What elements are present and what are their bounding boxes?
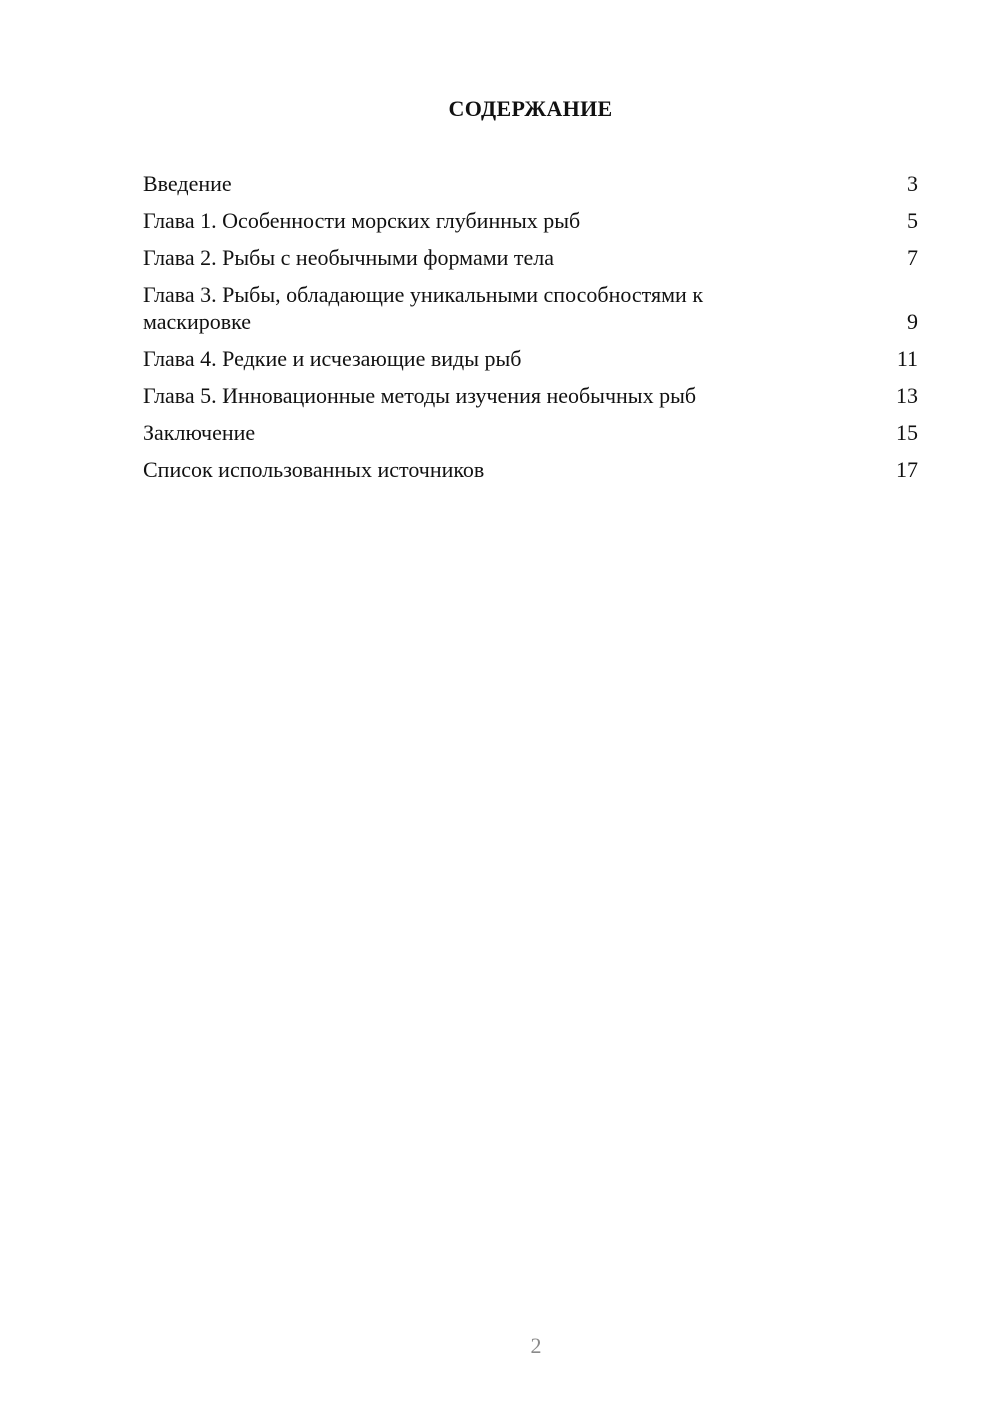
toc-entry-page: 15 (896, 420, 918, 445)
toc-entry-chapter-5 (143, 382, 918, 409)
toc-entry-title: Глава 2. Рыбы с необычными формами тела (143, 245, 555, 270)
toc-entry-chapter-3 (143, 281, 918, 335)
toc-entry-references (143, 456, 918, 483)
toc-entry-title: Введение (143, 171, 232, 196)
toc-entry-chapter-4 (143, 345, 918, 372)
toc-title: СОДЕРЖАНИЕ (448, 96, 613, 121)
page-number: 2 (530, 1333, 542, 1358)
toc-entry-introduction (143, 170, 918, 197)
toc-entry-title: Заключение (143, 420, 256, 445)
toc-entry-title: Глава 5. Инновационные методы изучения необычных рыб (143, 383, 697, 408)
toc-entry-title: Глава 3. Рыбы, обладающие уникальными способностями к маскировке (143, 282, 704, 334)
toc-entry-page: 5 (907, 208, 918, 233)
toc-entry-page: 11 (896, 346, 918, 371)
toc-entry-page: 13 (896, 383, 918, 408)
toc-entry-page: 3 (907, 171, 918, 196)
toc-entry-title: Глава 4. Редкие и исчезающие виды рыб (143, 346, 522, 371)
toc-entry-chapter-2 (143, 244, 918, 271)
table-of-contents (143, 170, 918, 493)
toc-entry-conclusion (143, 419, 918, 446)
toc-entry-chapter-1 (143, 207, 918, 234)
toc-entry-title: Список использованных источников (143, 457, 485, 482)
toc-entry-page: 17 (896, 457, 918, 482)
toc-entry-page: 9 (907, 309, 918, 334)
toc-entry-title: Глава 1. Особенности морских глубинных рыб (143, 208, 581, 233)
toc-entry-page: 7 (907, 245, 918, 270)
